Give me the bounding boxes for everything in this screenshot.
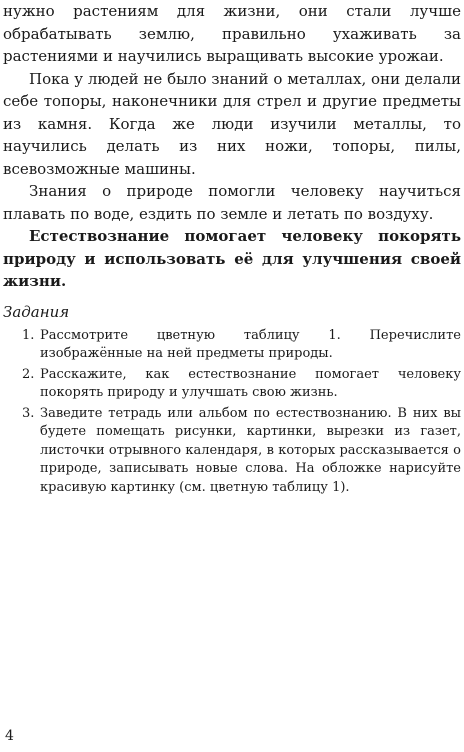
tasks-heading: Задания [3, 302, 70, 321]
task-text: Рассмотрите цветную таблицу 1. Перечислите изображённые на ней предметы природы. [40, 327, 461, 361]
task-number: 2. [22, 366, 35, 382]
task-text: Заведите тетрадь или альбом по естествознанию. В них вы будете помещать рисунки, картинки, вырезки из газет, листочки отрывного календаря, в которых рассказывается о природе, записывать новые слова. На обложке нарисуйте красивую картинку (см. цветную таблицу 1). [40, 405, 461, 495]
page-content [3, 0, 461, 497]
paragraph-knowledge: Знания о природе помогли человеку научиться плавать по воде, ездить по земле и летать по воздуху. [3, 182, 461, 223]
tasks-list [3, 327, 461, 498]
task-text: Расскажите, как естествознание помогает человеку покорять природу и улучшать свою жизнь. [40, 366, 461, 400]
task-number: 1. [22, 327, 35, 343]
task-item [3, 366, 461, 403]
task-number: 3. [22, 405, 35, 421]
paragraph-metals: Пока у людей не было знаний о металлах, они делали себе топоры, наконечники для стрел и другие предметы из камня. Когда же люди изучили металлы, то научились делать из них ножи, топоры, пилы, всевозможные машины. [3, 69, 461, 178]
paragraph-conclusion: Естествознание помогает человеку покорять природу и использовать её для улучшения своей жизни. [3, 227, 461, 290]
task-item [3, 327, 461, 364]
task-item [3, 405, 461, 498]
page-number: 4 [5, 728, 14, 744]
paragraph-continuation: нужно растениям для жизни, они стали лучше обрабатывать землю, правильно ухаживать за растениями и научились выращивать высокие урожаи. [3, 2, 461, 65]
